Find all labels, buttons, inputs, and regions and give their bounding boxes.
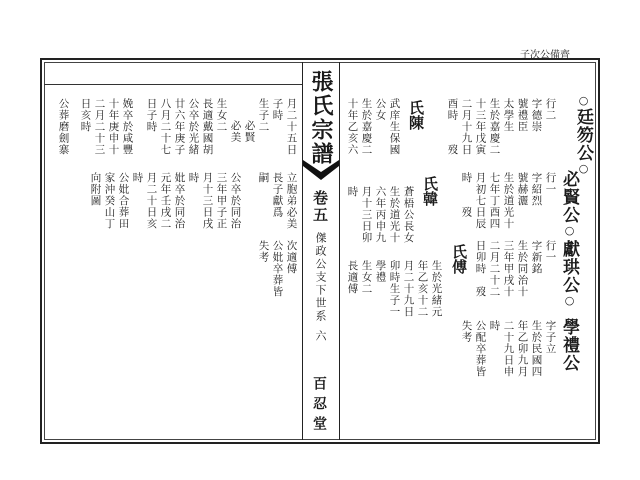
entry-col: 長適戴國胡 (201, 98, 214, 156)
entry-col: 字德崇 (530, 98, 543, 133)
entry-col: 字新銘 (530, 240, 543, 275)
entry-col: 娩卒於咸豐 (121, 98, 134, 156)
entry-col: 立胞弟必美 (285, 172, 298, 230)
branch-label: 傑政公支下世系 (314, 232, 327, 323)
entry-col: 生女二 (215, 98, 228, 133)
entry-col: 長子獻爲 (271, 172, 284, 218)
entry-col: 十三年戊寅 (474, 98, 487, 156)
entry-col: 月二十五日 (285, 98, 298, 156)
entry-col: 行一 (544, 172, 557, 195)
entry-col: 月十三日戌 (201, 172, 214, 230)
entry-col: 學禮 (374, 260, 387, 283)
entry-col: 公卒於同治 (229, 172, 242, 230)
wife-name: 氏傅 (450, 244, 468, 274)
entry-col: 次適傅 (285, 240, 298, 275)
entry-col: 生女二 (360, 260, 373, 295)
entry-col: 家沖癸山丁 (103, 172, 116, 230)
entry-col: 元年壬戌二 (159, 172, 172, 230)
entry-col: 月二十日亥 (145, 172, 158, 230)
entry-col: 生於嘉慶二 (488, 98, 501, 156)
entry-col: 日卯時 歿 (474, 240, 487, 298)
entry-col: 七年丁酉四 (488, 172, 501, 230)
entry-col: 八月二十七 (159, 98, 172, 156)
entry-col: 生於光緒元 (430, 260, 443, 318)
entry-col: 號赫灑 (516, 172, 529, 207)
left-page-rule (44, 84, 302, 85)
head-tingwu: ○廷笏公○ (573, 94, 593, 176)
header-note: 子次公備齊 (520, 50, 570, 61)
entry-col: 公葬磨劍寨 (57, 98, 70, 156)
entry-col: 武庠生保國 (388, 98, 401, 156)
entry-col: 日子時 (145, 98, 158, 133)
entry-col: 長適傅 (346, 260, 359, 295)
entry-col: 行一 (544, 240, 557, 263)
entry-col: 生於道光十 (388, 186, 401, 244)
entry-col: 必賢 (243, 120, 256, 143)
entry-col: 二月二十二 (488, 240, 501, 298)
entry-col: 六年丙申九 (374, 186, 387, 244)
entry-col: 三年甲子正 (215, 172, 228, 230)
entry-col: 二月十九日 (460, 98, 473, 156)
entry-col: 年乙卯九月 (516, 320, 529, 378)
entry-col: 太學生 (502, 98, 515, 133)
entry-col: 公配卒葬皆 (474, 320, 487, 378)
entry-col: 公妣合葬田 (117, 172, 130, 230)
entry-col: 妣卒於同治 (173, 172, 186, 230)
entry-col: 失考 (460, 320, 473, 343)
entry-col: 子時 (271, 98, 284, 121)
entry-col: 字子立 (544, 320, 557, 355)
fishtail-mark-icon (303, 160, 339, 184)
entry-col: 行二 (544, 98, 557, 121)
entry-col: 月二十九日 (402, 260, 415, 318)
head-xueli: 學禮公 (559, 318, 579, 372)
entry-col: 日亥時 (79, 98, 92, 133)
head-bixian: 必賢公○ (559, 170, 579, 238)
entry-col: 嗣 (257, 172, 270, 184)
entry-col: 廿六年庚子 (173, 98, 186, 156)
entry-col: 公妣卒葬皆 (271, 240, 284, 298)
entry-col: 必美 (229, 120, 242, 143)
entry-col: 二十九日申 (502, 320, 515, 378)
entry-col: 字紹烈 (530, 172, 543, 207)
entry-col: 時 (187, 172, 200, 184)
entry-col: 向附圖 (89, 172, 102, 207)
entry-col: 時 (346, 186, 359, 198)
entry-col: 生於同治十 (516, 240, 529, 298)
entry-col: 公卒於光緒 (187, 98, 200, 156)
entry-col: 十年庚申十 (107, 98, 120, 156)
entry-col: 十年乙亥六 (346, 98, 359, 156)
entry-col: 酉時 歿 (446, 98, 459, 156)
entry-col: 卯時生子一 (388, 260, 401, 318)
entry-col: 三年甲戌十 (502, 240, 515, 298)
wife-name: 氏韓 (421, 176, 439, 206)
entry-col: 時 (488, 320, 501, 332)
entry-col: 時 歿 (460, 172, 473, 218)
entry-col: 月十三日卯 (360, 186, 373, 244)
entry-col: 年乙亥十二 (416, 260, 429, 318)
genealogy-title: 張氏宗譜 (308, 70, 334, 166)
volume-label: 卷五 (311, 190, 329, 224)
entry-col: 蒼梧公長女 (402, 186, 415, 244)
entry-col: 生於民國四 (530, 320, 543, 378)
entry-col: 號禮臣 (516, 98, 529, 133)
entry-col: 失考 (257, 240, 270, 263)
head-xiangong: 獻珙公○ (559, 240, 579, 308)
hall-name: 百忍堂 (311, 376, 327, 436)
entry-col: 二月二十三 (93, 98, 106, 156)
entry-col: 時 (131, 172, 144, 184)
entry-col: 生於嘉慶二 (360, 98, 373, 156)
entry-col: 月初七日辰 (474, 172, 487, 230)
wife-name: 氏陳 (407, 100, 425, 130)
entry-col: 公女 (374, 98, 387, 121)
entry-col: 生子二 (257, 98, 270, 133)
entry-col: 生於道光十 (502, 172, 515, 230)
page-number: 六 (314, 330, 327, 343)
